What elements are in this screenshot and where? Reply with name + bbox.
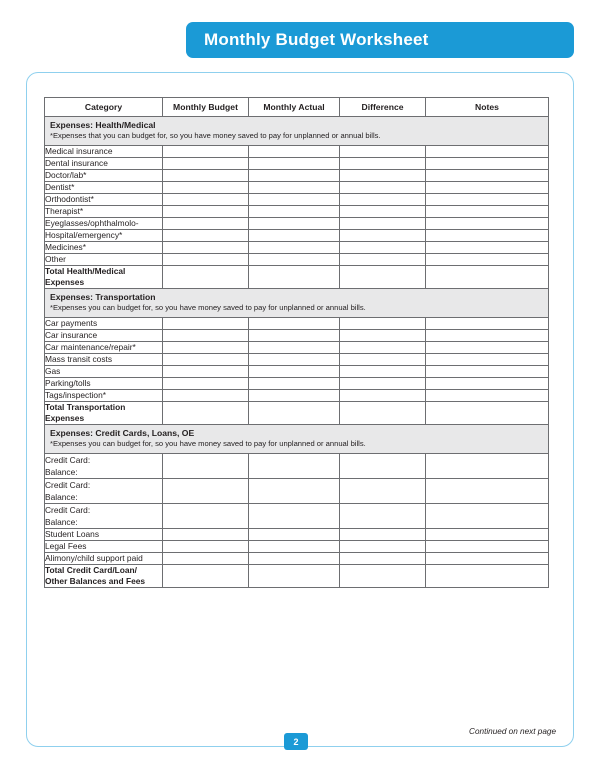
input-cell-actual[interactable] <box>249 342 340 354</box>
input-cell-actual[interactable] <box>249 553 340 565</box>
table-header <box>45 98 549 117</box>
input-cell-notes[interactable] <box>426 254 549 266</box>
table-row <box>45 158 549 170</box>
input-cell-budget[interactable] <box>163 366 249 378</box>
table-row <box>45 479 549 504</box>
table-row <box>45 206 549 218</box>
input-cell-notes[interactable] <box>426 206 549 218</box>
total-cell-actual[interactable] <box>249 266 340 289</box>
row-label: Credit Card: Balance: <box>45 454 163 479</box>
input-cell-notes[interactable] <box>426 553 549 565</box>
input-cell-notes[interactable] <box>426 242 549 254</box>
input-cell-notes[interactable] <box>426 529 549 541</box>
row-label: Eyeglasses/ophthalmolo- <box>45 218 163 230</box>
total-cell-difference[interactable] <box>340 266 426 289</box>
row-label: Hospital/emergency* <box>45 230 163 242</box>
input-cell-budget[interactable] <box>163 182 249 194</box>
input-cell-budget[interactable] <box>163 342 249 354</box>
input-cell-difference[interactable] <box>340 378 426 390</box>
total-cell-notes[interactable] <box>426 402 549 425</box>
input-cell-actual[interactable] <box>249 504 340 529</box>
continued-note: Continued on next page <box>469 727 556 736</box>
input-cell-notes[interactable] <box>426 342 549 354</box>
row-label: Credit Card: Balance: <box>45 479 163 504</box>
row-label: Other <box>45 254 163 266</box>
total-cell-difference[interactable] <box>340 565 426 588</box>
total-cell-notes[interactable] <box>426 565 549 588</box>
input-cell-difference[interactable] <box>340 242 426 254</box>
input-cell-notes[interactable] <box>426 318 549 330</box>
total-label: Total Transportation Expenses <box>45 402 163 425</box>
input-cell-difference[interactable] <box>340 254 426 266</box>
input-cell-notes[interactable] <box>426 354 549 366</box>
input-cell-difference[interactable] <box>340 504 426 529</box>
row-label: Car insurance <box>45 330 163 342</box>
input-cell-notes[interactable] <box>426 218 549 230</box>
column-header-category: Category <box>45 98 163 117</box>
input-cell-difference[interactable] <box>340 194 426 206</box>
total-row <box>45 402 549 425</box>
page-number-badge: 2 <box>284 733 308 750</box>
input-cell-notes[interactable] <box>426 170 549 182</box>
page-title: Monthly Budget Worksheet <box>204 30 429 49</box>
input-cell-actual[interactable] <box>249 479 340 504</box>
section-header-cell <box>45 425 549 454</box>
input-cell-difference[interactable] <box>340 318 426 330</box>
input-cell-difference[interactable] <box>340 553 426 565</box>
total-row <box>45 266 549 289</box>
input-cell-budget[interactable] <box>163 170 249 182</box>
total-row <box>45 565 549 588</box>
input-cell-notes[interactable] <box>426 230 549 242</box>
input-cell-difference[interactable] <box>340 330 426 342</box>
input-cell-notes[interactable] <box>426 378 549 390</box>
input-cell-budget[interactable] <box>163 378 249 390</box>
row-label: Dental insurance <box>45 158 163 170</box>
input-cell-difference[interactable] <box>340 354 426 366</box>
input-cell-difference[interactable] <box>340 454 426 479</box>
input-cell-notes[interactable] <box>426 158 549 170</box>
row-label: Student Loans <box>45 529 163 541</box>
input-cell-notes[interactable] <box>426 479 549 504</box>
row-label: Mass transit costs <box>45 354 163 366</box>
input-cell-notes[interactable] <box>426 330 549 342</box>
section-title: Expenses: Credit Cards, Loans, OE <box>50 428 195 438</box>
input-cell-difference[interactable] <box>340 230 426 242</box>
table-row <box>45 146 549 158</box>
total-cell-budget[interactable] <box>163 565 249 588</box>
input-cell-actual[interactable] <box>249 330 340 342</box>
section-header-row <box>45 289 549 318</box>
input-cell-notes[interactable] <box>426 182 549 194</box>
table-row <box>45 218 549 230</box>
input-cell-actual[interactable] <box>249 230 340 242</box>
input-cell-notes[interactable] <box>426 541 549 553</box>
row-label: Medical insurance <box>45 146 163 158</box>
input-cell-budget[interactable] <box>163 390 249 402</box>
column-header-difference: Difference <box>340 98 426 117</box>
input-cell-difference[interactable] <box>340 158 426 170</box>
row-label: Gas <box>45 366 163 378</box>
input-cell-notes[interactable] <box>426 194 549 206</box>
table-row <box>45 230 549 242</box>
row-label: Credit Card: Balance: <box>45 504 163 529</box>
input-cell-actual[interactable] <box>249 146 340 158</box>
input-cell-difference[interactable] <box>340 342 426 354</box>
table-row <box>45 541 549 553</box>
table-row <box>45 318 549 330</box>
input-cell-difference[interactable] <box>340 366 426 378</box>
column-header-notes: Notes <box>426 98 549 117</box>
table-row <box>45 254 549 266</box>
table-row <box>45 366 549 378</box>
input-cell-actual[interactable] <box>249 170 340 182</box>
input-cell-budget[interactable] <box>163 330 249 342</box>
input-cell-budget[interactable] <box>163 254 249 266</box>
input-cell-actual[interactable] <box>249 354 340 366</box>
input-cell-notes[interactable] <box>426 390 549 402</box>
table-header-row <box>45 98 549 117</box>
row-label: Dentist* <box>45 182 163 194</box>
total-label: Total Credit Card/Loan/ Other Balances and Fees <box>45 565 163 588</box>
input-cell-budget[interactable] <box>163 318 249 330</box>
input-cell-actual[interactable] <box>249 254 340 266</box>
row-label: Orthodontist* <box>45 194 163 206</box>
table-row <box>45 194 549 206</box>
input-cell-actual[interactable] <box>249 182 340 194</box>
input-cell-actual[interactable] <box>249 242 340 254</box>
input-cell-difference[interactable] <box>340 146 426 158</box>
input-cell-budget[interactable] <box>163 553 249 565</box>
input-cell-difference[interactable] <box>340 529 426 541</box>
table-row <box>45 553 549 565</box>
table-row <box>45 378 549 390</box>
input-cell-actual[interactable] <box>249 218 340 230</box>
section-title: Expenses: Health/Medical <box>50 120 156 130</box>
input-cell-budget[interactable] <box>163 218 249 230</box>
table-row <box>45 242 549 254</box>
input-cell-actual[interactable] <box>249 206 340 218</box>
input-cell-budget[interactable] <box>163 354 249 366</box>
input-cell-budget[interactable] <box>163 454 249 479</box>
table-row <box>45 454 549 479</box>
input-cell-budget[interactable] <box>163 529 249 541</box>
total-cell-difference[interactable] <box>340 402 426 425</box>
input-cell-actual[interactable] <box>249 390 340 402</box>
row-label: Car payments <box>45 318 163 330</box>
row-label: Car maintenance/repair* <box>45 342 163 354</box>
row-label: Therapist* <box>45 206 163 218</box>
row-label: Tags/inspection* <box>45 390 163 402</box>
input-cell-actual[interactable] <box>249 454 340 479</box>
input-cell-actual[interactable] <box>249 378 340 390</box>
input-cell-budget[interactable] <box>163 541 249 553</box>
input-cell-budget[interactable] <box>163 206 249 218</box>
table-row <box>45 330 549 342</box>
section-note: *Expenses you can budget for, so you have money saved to pay for unplanned or annual bills. <box>50 303 366 312</box>
page-title-banner <box>186 22 574 58</box>
input-cell-actual[interactable] <box>249 194 340 206</box>
input-cell-difference[interactable] <box>340 541 426 553</box>
input-cell-actual[interactable] <box>249 529 340 541</box>
input-cell-budget[interactable] <box>163 242 249 254</box>
input-cell-actual[interactable] <box>249 158 340 170</box>
budget-table <box>44 97 549 588</box>
input-cell-difference[interactable] <box>340 218 426 230</box>
table-row <box>45 170 549 182</box>
input-cell-budget[interactable] <box>163 194 249 206</box>
table-body <box>45 117 549 588</box>
input-cell-notes[interactable] <box>426 504 549 529</box>
table-row <box>45 182 549 194</box>
budget-table-wrapper <box>44 97 548 588</box>
section-header-cell <box>45 117 549 146</box>
total-cell-budget[interactable] <box>163 402 249 425</box>
row-label: Alimony/child support paid <box>45 553 163 565</box>
total-cell-notes[interactable] <box>426 266 549 289</box>
input-cell-actual[interactable] <box>249 366 340 378</box>
input-cell-budget[interactable] <box>163 479 249 504</box>
input-cell-difference[interactable] <box>340 206 426 218</box>
table-row <box>45 529 549 541</box>
table-row <box>45 390 549 402</box>
total-cell-actual[interactable] <box>249 402 340 425</box>
input-cell-notes[interactable] <box>426 366 549 378</box>
section-note: *Expenses you can budget for, so you have money saved to pay for unplanned or annual bills. <box>50 439 366 448</box>
input-cell-difference[interactable] <box>340 390 426 402</box>
total-cell-actual[interactable] <box>249 565 340 588</box>
row-label: Parking/tolls <box>45 378 163 390</box>
input-cell-difference[interactable] <box>340 182 426 194</box>
column-header-monthly-actual: Monthly Actual <box>249 98 340 117</box>
table-row <box>45 354 549 366</box>
row-label: Legal Fees <box>45 541 163 553</box>
section-header-cell <box>45 289 549 318</box>
section-header-row <box>45 117 549 146</box>
column-header-monthly-budget: Monthly Budget <box>163 98 249 117</box>
input-cell-notes[interactable] <box>426 454 549 479</box>
input-cell-budget[interactable] <box>163 504 249 529</box>
row-label: Doctor/lab* <box>45 170 163 182</box>
total-label: Total Health/Medical Expenses <box>45 266 163 289</box>
input-cell-actual[interactable] <box>249 541 340 553</box>
row-label: Medicines* <box>45 242 163 254</box>
input-cell-difference[interactable] <box>340 170 426 182</box>
section-note: *Expenses that you can budget for, so you have money saved to pay for unplanned or annual bills. <box>50 131 381 140</box>
input-cell-difference[interactable] <box>340 479 426 504</box>
total-cell-budget[interactable] <box>163 266 249 289</box>
input-cell-budget[interactable] <box>163 230 249 242</box>
input-cell-notes[interactable] <box>426 146 549 158</box>
input-cell-actual[interactable] <box>249 318 340 330</box>
input-cell-budget[interactable] <box>163 146 249 158</box>
table-row <box>45 342 549 354</box>
input-cell-budget[interactable] <box>163 158 249 170</box>
section-title: Expenses: Transportation <box>50 292 156 302</box>
table-row <box>45 504 549 529</box>
section-header-row <box>45 425 549 454</box>
